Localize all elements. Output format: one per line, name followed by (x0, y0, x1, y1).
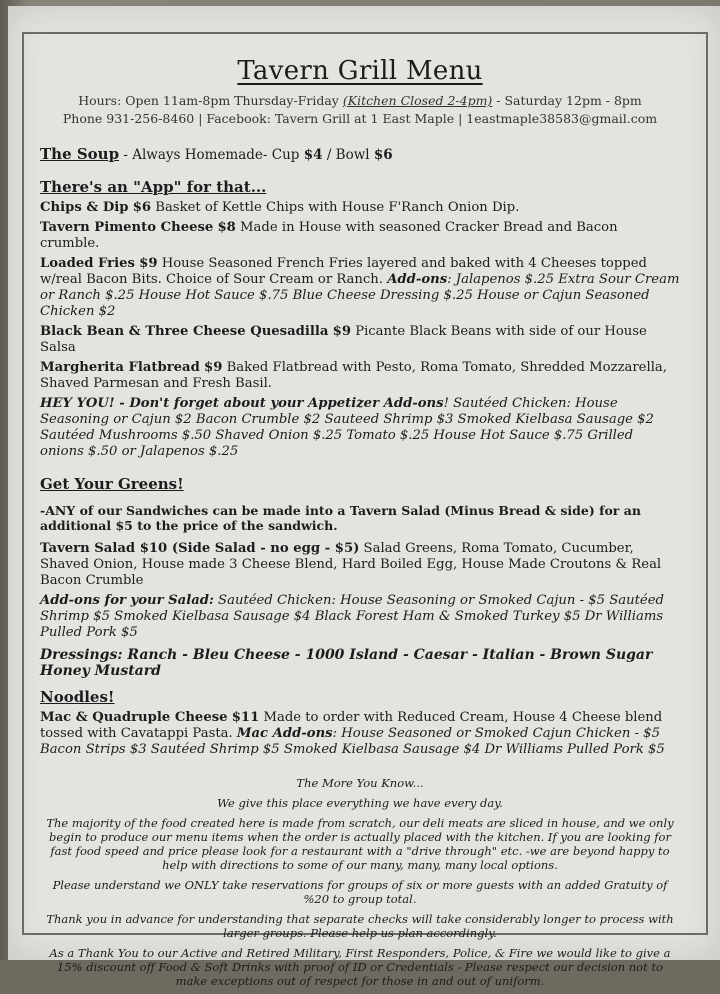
apps-heading: There's an "App" for that... (40, 178, 267, 196)
dressings-line: Dressings: Ranch - Bleu Cheese - 1000 Island - Caesar - Italian - Brown Sugar Honey Mustard (40, 647, 653, 679)
heyyou-label: HEY YOU! - Don't forget about your Appetizer Add-ons (40, 396, 444, 411)
item-desc: Made in House with seasoned Cracker Bread and Bacon crumble. (40, 220, 618, 251)
item-name: Tavern Salad $10 (Side Salad - no egg - $5) (40, 541, 360, 556)
addons-list: Sautéed Chicken: House Seasoning or Smoked Cajun - $5 Sautéed Shrimp $5 Smoked Kielbasa Sausage $4 Black Forest Ham & Smoked Turkey $5 Dr Williams Pulled Pork $5 (40, 593, 664, 640)
apps-section (40, 177, 680, 460)
footer-separate-checks: Thank you in advance for understanding that separate checks will take considerably longer to process with larger groups. Please help us plan accordingly. (46, 912, 674, 940)
item-desc: Salad Greens, Roma Tomato, Cucumber, Shaved Onion, House made 3 Cheese Blend, Hard Boiled Egg, House Made Croutons & Real Bacon Crumble (40, 541, 662, 588)
contact-line: Phone 931-256-8460 | Facebook: Tavern Grill at 1 East Maple | 1eastmaple38583@gmail.com (62, 111, 658, 126)
soup-sep: / Bowl (322, 147, 374, 163)
kitchen-closed-note: (Kitchen Closed 2-4pm) (342, 93, 493, 108)
addons-list: : Jalapenos $.25 Extra Sour Cream or Ranch $.25 House Hot Sauce $.75 Blue Cheese Dressing $.25 House or Cajun Seasoned Chicken $2 (40, 272, 680, 319)
item-desc: Baked Flatbread with Pesto, Roma Tomato, Shredded Mozzarella, Shaved Parmesan and Fresh Basil. (40, 360, 667, 391)
greens-heading: Get Your Greens! (40, 475, 184, 493)
item-price: $9 (204, 360, 223, 375)
item-name: Loaded Fries (40, 256, 135, 271)
menu-item-salad (40, 541, 680, 589)
appetizer-addons (40, 396, 680, 460)
item-price: $9 (332, 324, 352, 339)
hours-saturday: - Saturday 12pm - 8pm (492, 93, 642, 108)
salad-note: -ANY of our Sandwiches can be made into a Tavern Salad (Minus Bread & side) for an additional $5 to the price of the sandwich. (40, 503, 641, 533)
hours-line (40, 92, 680, 110)
item-desc: House Seasoned French Fries layered and baked with 4 Cheeses topped w/real Bacon Bits. Choice of Sour Cream or Ranch. (40, 256, 647, 287)
salad-addons (40, 593, 680, 641)
addons-label: Add-ons for your Salad: (40, 593, 214, 608)
item-name: Mac & Quadruple Cheese (40, 710, 228, 725)
addons-label: Mac Add-ons (236, 726, 333, 741)
menu-item-pimento (40, 220, 680, 252)
item-name: Chips & Dip (40, 200, 129, 215)
soup-desc: - Always Homemade- Cup (119, 147, 304, 163)
footer-reservations: Please understand we ONLY take reservations for groups of six or more guests with an added Gratuity of %20 to group total. (52, 878, 668, 906)
addons-list: : House Seasoned or Smoked Cajun Chicken - $5 Bacon Strips $3 Sautéed Shrimp $5 Smoked Kielbasa Sausage $4 Dr Williams Pulled Pork $5 (40, 726, 665, 757)
item-price: $11 (231, 710, 260, 725)
menu-item-quesadilla (40, 324, 680, 356)
item-name: Tavern Pimento Cheese (40, 220, 214, 235)
menu-item-flatbread (40, 360, 680, 392)
footer-more-you-know: The More You Know... (296, 776, 424, 790)
soup-bowl-price: $6 (373, 147, 393, 163)
hours-text: Hours: Open 11am-8pm Thursday-Friday (78, 93, 343, 108)
item-name: Black Bean & Three Cheese Quesadilla (40, 324, 329, 339)
page-title: Tavern Grill Menu (237, 56, 483, 86)
menu-item-chips (40, 200, 680, 216)
menu-item-fries (40, 256, 680, 320)
menu-content (40, 56, 680, 994)
item-price: $6 (132, 200, 152, 215)
footer-every-day: We give this place everything we have every day. (217, 796, 503, 810)
item-desc: Basket of Kettle Chips with House F'Ranch Onion Dip. (151, 200, 520, 215)
heyyou-text: ! Sautéed Chicken: House Seasoning or Cajun $2 Bacon Crumble $2 Sauteed Shrimp $3 Smoked Kielbasa Sausage $2 Sautéed Mushrooms $.50 Shaved Onion $.25 Tomato $.25 House Hot Sauce $.75 Grilled onions $.50 or Jalapenos $.25 (40, 396, 654, 459)
noodles-section (40, 687, 680, 758)
soup-heading: The Soup (40, 145, 120, 163)
item-price: $8 (217, 220, 236, 235)
footer-notes (40, 776, 680, 988)
soup-section (40, 146, 680, 163)
item-desc: Picante Black Beans with side of our House Salsa (40, 324, 647, 355)
soup-cup-price: $4 (303, 147, 323, 163)
addons-label: Add-ons (387, 272, 448, 287)
noodles-heading: Noodles! (40, 688, 115, 706)
menu-item-mac (40, 710, 680, 758)
footer-scratch: The majority of the food created here is made from scratch, our deli meats are sliced in house, and we only begin to produce our menu items when the order is actually placed with the kitchen. If you are looking for fast food speed and price please look for a restaurant with a "drive through" etc. -we are beyond happy to help with directions to some of our many, many, many local options. (46, 816, 674, 872)
item-name: Margherita Flatbread (40, 360, 200, 375)
greens-section (40, 474, 680, 679)
item-desc: Made to order with Reduced Cream, House 4 Cheese blend tossed with Cavatappi Pasta. (40, 710, 663, 741)
item-price: $9 (139, 256, 158, 271)
footer-military-discount: As a Thank You to our Active and Retired Military, First Responders, Police, & Fire we would like to give a 15% discount off Food & Soft Drinks with proof of ID or Credentials - Please respect our decision not to make exceptions out of respect for those in and out of uniform. (49, 946, 671, 988)
